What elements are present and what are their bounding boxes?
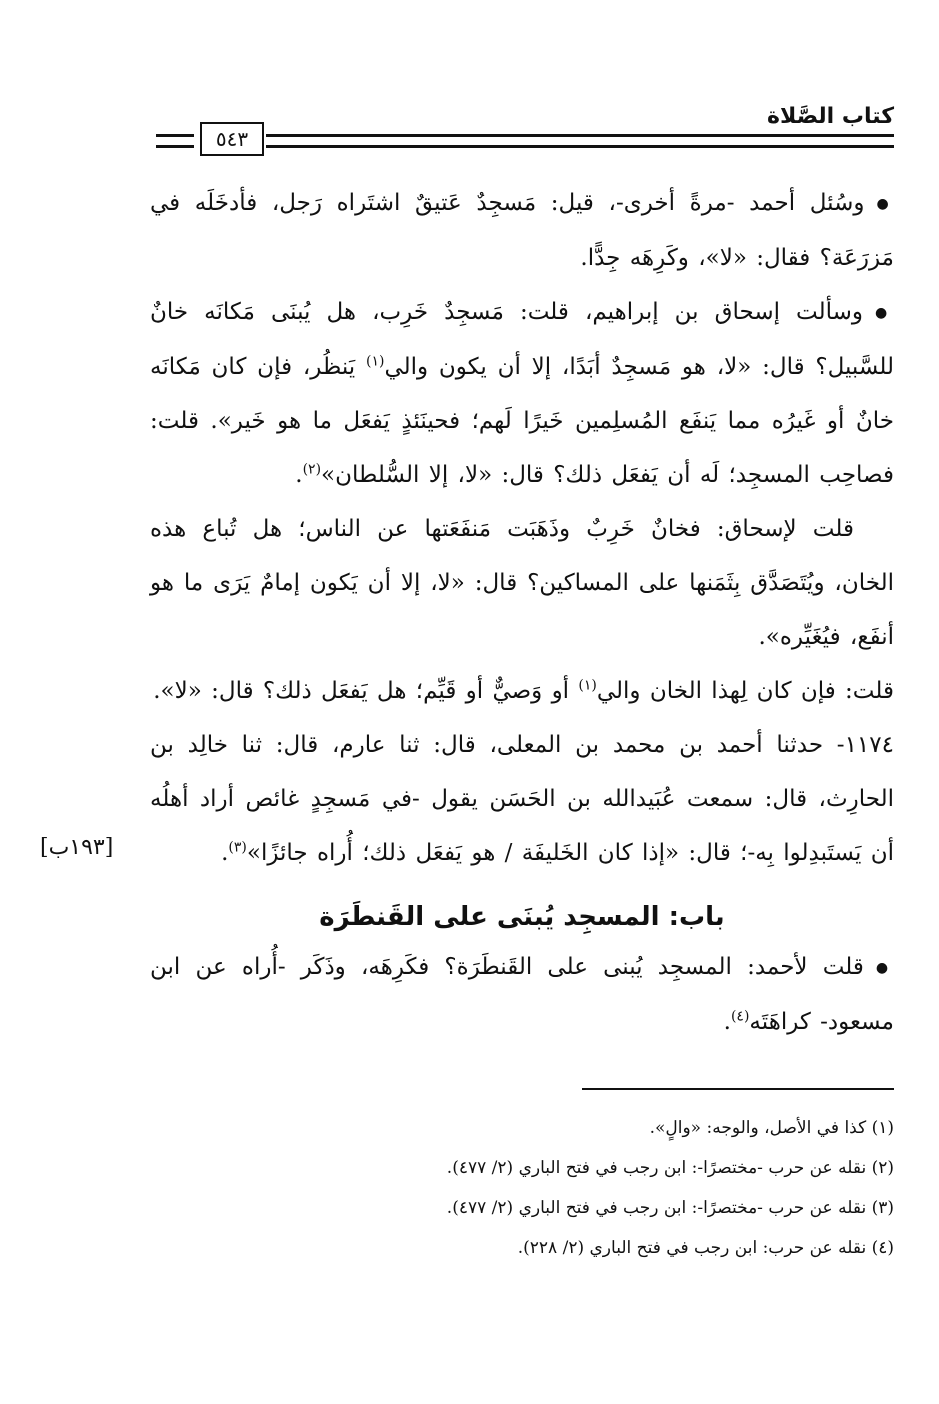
paragraph-6-text: قلت لأحمد: المسجِد يُبنى على القَنطَرَة؟ فكَرِهَه، وذَكَر -أُراه عن ابن مسعود- كراهَتَه xyxy=(150,954,894,1035)
footnote-ref-3: (٣) xyxy=(228,839,247,856)
header-rule-left xyxy=(156,134,194,148)
section-heading: باب: المسجِد يُبنَى على القَنطَرَة xyxy=(319,902,725,932)
footnote-separator xyxy=(582,1088,894,1090)
paragraph-3-text: قلت لإسحاق: فخانٌ خَرِبٌ وذَهَبَت مَنفَعَتها عن الناس؛ هل تُباع هذه الخان، ويُتَصَدَّق بِثَمَنها على المساكين؟ قال: «لا، إلا أن يَكون إمامٌ يَرَى ما هو أنفَع، فيُغَيِّره». xyxy=(150,516,894,650)
footnote-ref-4: (٤) xyxy=(730,1008,750,1025)
footnote-ref-2: (٢) xyxy=(302,461,322,478)
paragraph-2-text-b: يَنظُر، فإن كان مَكانَه خانٌ أو غَيرُه مما يَنفَع المُسلِمين خَيرًا لَهم؛ فحينَئذٍ يَفعَل ما هو خَير». قلت: فصاحِب المسجِد؛ لَه أن يَفعَل ذلك؟ قال: «لا، إلا السُّلطان» xyxy=(150,354,894,488)
footnote-3: (٣) نقله عن حرب -مختصرًا-: ابن رجب في فتح الباري (٢/ ٤٧٧). xyxy=(446,1198,894,1218)
paragraph-1-text: وسُئل أحمد -مرةً أخرى-، قيل: مَسجِدٌ عَتيقٌ اشتَراه رَجل، فأدخَلَه في مَزرَعَة؟ فقال: «لا»، وكَرِهَه جِدًّا. xyxy=(150,190,894,271)
hadith-1174-end: . xyxy=(221,840,229,866)
footnote-2: (٢) نقله عن حرب -مختصرًا-: ابن رجب في فتح الباري (٢/ ٤٧٧). xyxy=(446,1158,894,1178)
running-title: كتاب الصَّلاة xyxy=(767,104,894,129)
footnote-ref-1b: (١) xyxy=(578,677,597,694)
paragraph-6-end: . xyxy=(723,1009,731,1035)
paragraph-2-end: . xyxy=(295,462,303,488)
hadith-1174-text: ١١٧٤- حدثنا أحمد بن محمد بن المعلى، قال: ثنا عارم، قال: ثنا خالِد بن الحارِث، قال: سمعت عُبَيدالله بن الحَسَن يقول -في مَسجِدٍ غائص أراد أهلُه أن يَستَبدِلوا بِه-؛ قال: «إذا كان الخَليفَة / هو يَفعَل ذلك؛ أُراه جائزًا» xyxy=(150,732,894,866)
paragraph-2-text: وسألت إسحاق بن إبراهيم، قلت: مَسجِدٌ خَرِب، هل يُبنَى مَكانَه خانٌ للسَّبيل؟ قال: «لا، هو مَسجِدٌ أبَدًا، إلا أن يكون والي xyxy=(150,299,895,380)
footnotes xyxy=(150,1108,894,1268)
paragraph-3 xyxy=(150,502,894,664)
paragraph-6 xyxy=(150,940,894,1049)
paragraph-1 xyxy=(150,176,894,285)
header-rule xyxy=(266,134,894,148)
paragraph-4-text: قلت: فإن كان لِهذا الخان والي xyxy=(596,678,894,704)
paragraph-4-text-b: أو وَصيٌّ أو قَيِّم؛ هل يَفعَل ذلك؟ قال: «لا». xyxy=(153,678,570,704)
footnote-4: (٤) نقله عن حرب: ابن رجب في فتح الباري (٢/ ٢٢٨). xyxy=(517,1238,894,1258)
hadith-1174 xyxy=(150,718,894,880)
footnote-1: (١) كذا في الأصل، والوجه: «والٍ». xyxy=(649,1118,894,1138)
footnote-ref-1: (١) xyxy=(365,353,385,370)
page-header xyxy=(150,104,894,151)
main-text xyxy=(150,176,894,1049)
marginal-folio-note: [١٩٣ب] xyxy=(40,835,114,860)
page-number: ٥٤٣ xyxy=(200,122,264,156)
paragraph-2 xyxy=(150,285,894,502)
paragraph-4 xyxy=(150,664,894,718)
